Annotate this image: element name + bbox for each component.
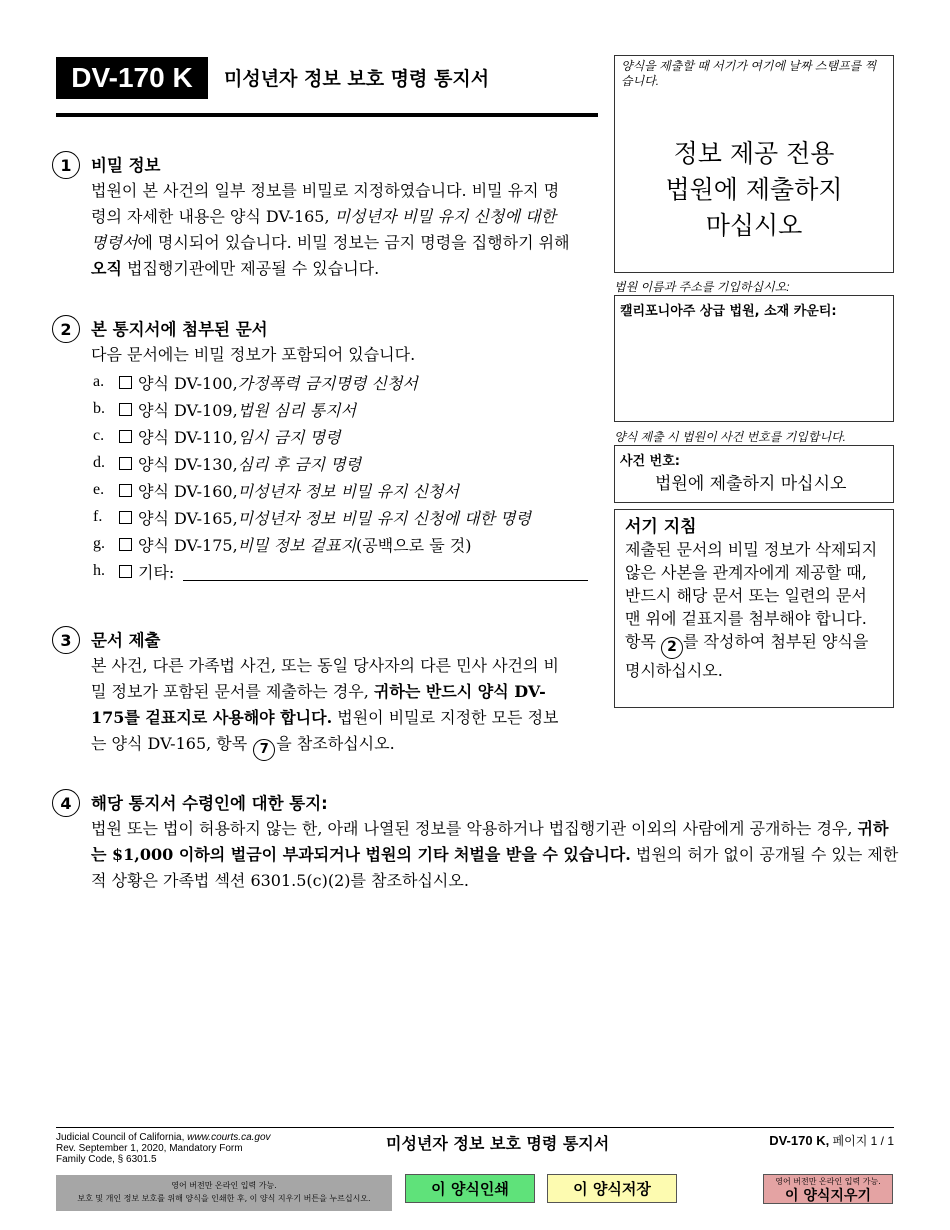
document-item: b. 양식 DV-109, 법원 심리 통지서 xyxy=(93,400,357,420)
header-rule xyxy=(56,113,598,117)
form-title: 미성년자 정보 보호 명령 통지서 xyxy=(224,68,490,90)
checkbox[interactable] xyxy=(119,538,132,551)
document-item: f. 양식 DV-165, 미성년자 정보 비밀 유지 신청에 대한 명령 xyxy=(93,508,531,528)
court-label: 캘리포니아주 상급 법원, 소재 카운티: xyxy=(620,304,837,319)
clerk-instructions-body: 제출된 문서의 비밀 정보가 삭제되지 않은 사본을 관계자에게 제공할 때, 반드시 해당 문서 또는 일련의 문서 맨 위에 겉표지를 첨부해야 합니다. 항목 2 를 작성하여 첨부된 양식을 명시하십시오. xyxy=(625,540,878,680)
section-3-number: 3 xyxy=(52,626,80,654)
document-item: g. 양식 DV-175, 비밀 정보 겉표지 (공백으로 둘 것) xyxy=(93,535,472,555)
item-ref-circle: 2 xyxy=(661,637,683,659)
section-4-number: 4 xyxy=(52,789,80,817)
document-item: c. 양식 DV-110, 임시 금지 명령 xyxy=(93,427,341,447)
case-number-box[interactable] xyxy=(614,445,894,503)
clerk-instructions-box xyxy=(614,509,894,708)
section-2-intro: 다음 문서에는 비밀 정보가 포함되어 있습니다. xyxy=(91,345,416,364)
checkbox[interactable] xyxy=(119,457,132,470)
document-item-other: h. 기타: xyxy=(93,562,175,582)
document-item: e. 양식 DV-160, 미성년자 정보 비밀 유지 신청서 xyxy=(93,481,459,501)
case-number-label: 사건 번호: xyxy=(620,454,680,469)
checkbox[interactable] xyxy=(119,430,132,443)
section-3-body: 본 사건, 다른 가족법 사건, 또는 동일 당사자의 다른 민사 사건의 비밀 정보가 포함된 문서를 제출하는 경우, 귀하는 반드시 양식 DV-175를 겉표지로 사용해야 합니다. 법원이 비밀로 지정한 모든 정보는 양식 DV-165, 항목 7 을 참조하십시오. xyxy=(91,653,571,761)
section-1-number: 1 xyxy=(52,151,80,179)
clerk-instructions-title: 서기 지침 xyxy=(625,517,697,537)
save-form-button[interactable]: 이 양식저장 xyxy=(547,1174,677,1203)
section-2-number: 2 xyxy=(52,315,80,343)
footer-citation: Judicial Council of California, www.courts.ca.gov Rev. September 1, 2020, Mandatory Form Family Code, § 6301.5 xyxy=(56,1132,271,1165)
section-4-title: 해당 통지서 수령인에 대한 통지: xyxy=(91,794,328,813)
clerk-stamp-box xyxy=(614,55,894,273)
document-item: d. 양식 DV-130, 심리 후 금지 명령 xyxy=(93,454,362,474)
checkbox[interactable] xyxy=(119,376,132,389)
section-4-body: 법원 또는 법이 허용하지 않는 한, 아래 나열된 정보를 악용하거나 법집행기관 이외의 사람에게 공개하는 경우, 귀하는 $1,000 이하의 벌금이 부과되거나 법원의 기타 처벌을 받을 수 있습니다. 법원의 허가 없이 공개될 수 있는 제한적 상황은 가족법 섹션 6301.5(c)(2)를 참조하십시오. xyxy=(91,819,899,890)
clerk-stamp-note: 양식을 제출할 때 서기가 여기에 날짜 스탬프를 찍습니다. xyxy=(621,59,877,88)
section-1-title: 비밀 정보 xyxy=(91,156,161,175)
print-form-button[interactable]: 이 양식인쇄 xyxy=(405,1174,535,1203)
other-document-input[interactable] xyxy=(183,580,588,581)
checkbox[interactable] xyxy=(119,565,132,578)
print-instructions-note: 영어 버전만 온라인 입력 가능. 보호 및 개인 정보 보호를 위해 양식을 인쇄한 후, 이 양식 지우기 버튼을 누르십시오. xyxy=(56,1175,392,1211)
item-ref-circle: 7 xyxy=(253,739,275,761)
section-2-title: 본 통지서에 첨부된 문서 xyxy=(91,320,268,339)
court-box[interactable] xyxy=(614,295,894,422)
clear-form-button[interactable]: 영어 버전만 온라인 입력 가능. 이 양식지우기 xyxy=(763,1174,893,1204)
section-1-body: 법원이 본 사건의 일부 정보를 비밀로 지정하였습니다. 비밀 유지 명령의 자세한 내용은 양식 DV-165, 미성년자 비밀 유지 신청에 대한 명령서에 명시되어 있습니다. 비밀 정보는 금지 명령을 집행하기 위해 오직 법집행기관에만 제공될 수 있습니다. xyxy=(91,181,570,278)
court-instruction: 법원 이름과 주소를 기입하십시오: xyxy=(614,280,790,294)
checkbox[interactable] xyxy=(119,511,132,524)
document-item: a. 양식 DV-100, 가정폭력 금지명령 신청서 xyxy=(93,373,418,393)
footer-title: 미성년자 정보 보호 명령 통지서 xyxy=(386,1134,610,1153)
clerk-stamp-main-text: 정보 제공 전용 법원에 제출하지 마십시오 xyxy=(665,139,843,240)
form-code: DV-170 K xyxy=(56,57,208,99)
case-instruction: 양식 제출 시 법원이 사건 번호를 기입합니다. xyxy=(614,430,846,444)
checkbox[interactable] xyxy=(119,403,132,416)
footer-page-number: DV-170 K, 페이지 1 / 1 xyxy=(769,1133,894,1148)
checkbox[interactable] xyxy=(119,484,132,497)
case-number-value: 법원에 제출하지 마십시오 xyxy=(655,474,847,494)
section-3-title: 문서 제출 xyxy=(91,631,161,650)
footer-rule xyxy=(56,1127,894,1128)
